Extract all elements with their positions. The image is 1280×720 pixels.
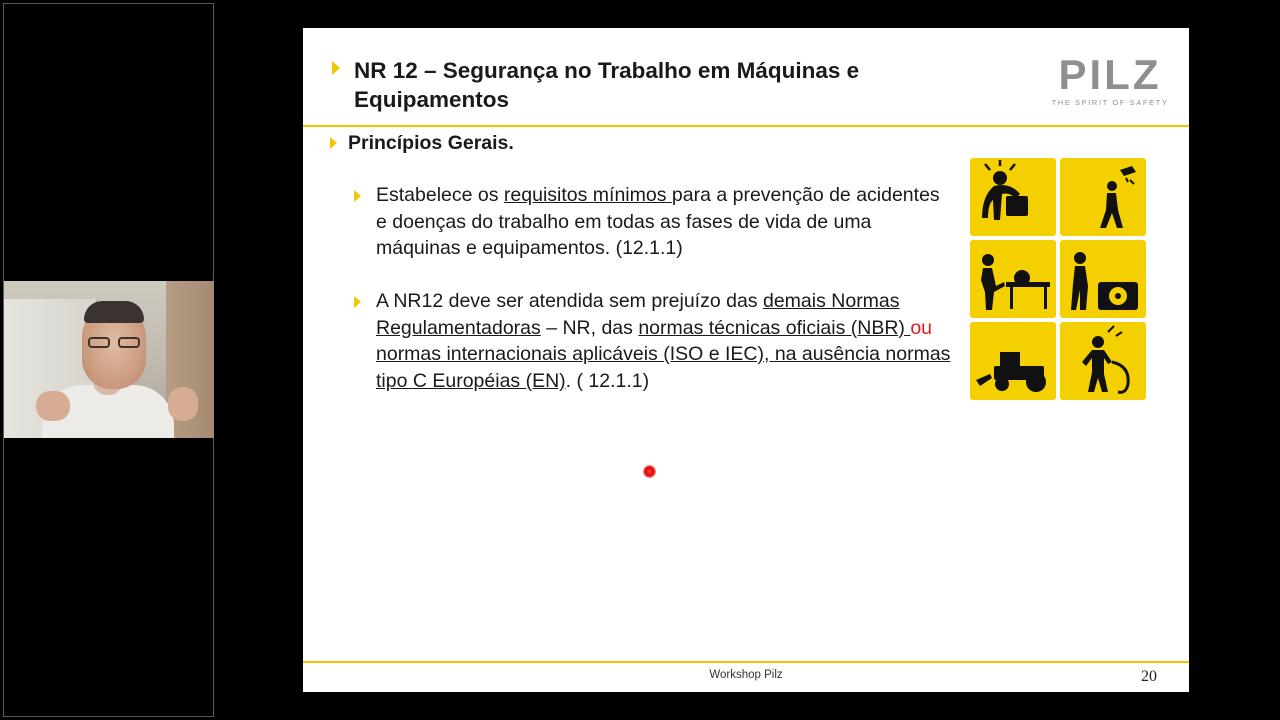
bullet-1-text: Estabelece os requisitos mínimos para a prevenção de acidentes e doenças do trabalho em todas as fases de vida de uma máquinas e equipamentos. (12.1.1) xyxy=(376,184,940,260)
bullet-2-icon xyxy=(354,296,361,308)
bullet-1-icon xyxy=(354,190,361,202)
section-heading: Princípios Gerais. xyxy=(348,132,514,154)
footer-title: Workshop Pilz xyxy=(709,669,783,681)
title-bullet-icon xyxy=(332,61,340,75)
hazard-radiation-icon xyxy=(1060,240,1146,318)
hazard-vehicle-icon xyxy=(970,322,1056,400)
highlight-or: ou xyxy=(910,316,933,339)
laser-pointer-icon xyxy=(643,465,656,478)
header-divider xyxy=(303,125,1189,127)
hazard-icon-grid xyxy=(970,158,1150,402)
presenter-webcam-video xyxy=(4,281,214,438)
bullet-2-text: A NR12 deve ser atendida sem prejuízo das demais Normas Regulamentadoras – NR, das normas técnicas oficiais (NBR) ou normas internacionais aplicáveis (ISO e IEC), na ausência normas tipo C Européias (EN). ( 12.1.1) xyxy=(376,290,951,392)
hazard-lifting-icon xyxy=(970,158,1056,236)
slide-title: NR 12 – Segurança no Trabalho em Máquinas e Equipamentos xyxy=(354,58,860,112)
heading-bullet-icon xyxy=(330,137,337,149)
logo-tagline: THE SPIRIT OF SAFETY xyxy=(1051,98,1169,107)
pilz-logo xyxy=(1051,51,1169,107)
hazard-falling-object-icon xyxy=(1060,158,1146,236)
presentation-slide xyxy=(303,28,1189,692)
page-number: 20 xyxy=(1141,668,1157,685)
hazard-electric-shock-icon xyxy=(1060,322,1146,400)
logo-wordmark: PILZ xyxy=(1058,51,1162,98)
hazard-table-saw-icon xyxy=(970,240,1056,318)
footer-divider xyxy=(303,661,1189,663)
